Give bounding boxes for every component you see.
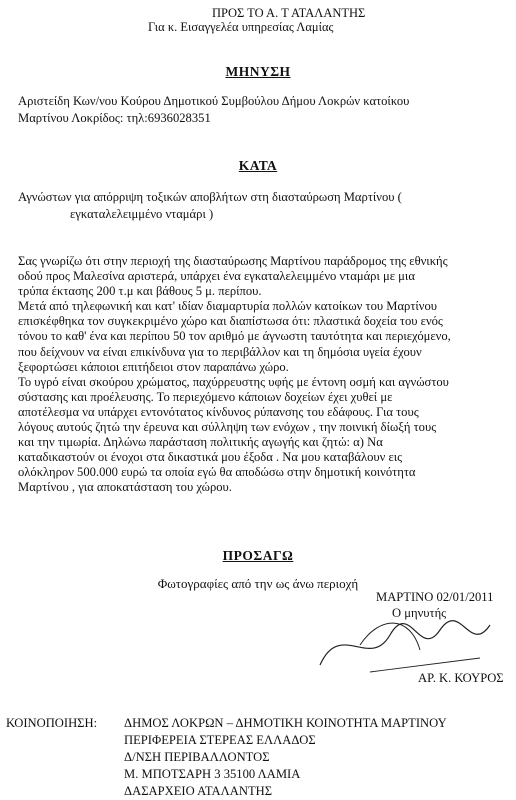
body-line: Σας γνωρίζω ότι στην περιοχή της διασταύρωσης Μαρτίνου παράδρομος της εθνικής — [18, 254, 448, 268]
body-line: λόγους αυτούς ζητώ την έρευνα και σύλληψη των ενόχων , την ποινική δίωξή τους — [18, 420, 437, 435]
body-line: σύστασης και προέλευσης. Το περιεχόμενο κάποιων δοχείων έχει χυθεί με — [18, 389, 393, 404]
complaint-title: ΜΗΝΥΣΗ — [225, 64, 291, 79]
body-line: τρύπα έκτασης 200 τ.μ και βάθους 5 μ. περίπου. — [18, 284, 262, 299]
attachments-text: Φωτογραφίες από την ως άνω περιοχή — [157, 576, 359, 591]
complaint-body — [18, 254, 496, 496]
body-line: Μαρτίνου , για αποκατάσταση του χώρου. — [18, 480, 232, 495]
paragraph-1 — [18, 254, 496, 299]
distribution-line: ΔΑΣΑΡΧΕΙΟ ΑΤΑΛΑΝΤΗΣ — [124, 784, 273, 798]
body-line: Το υγρό είναι σκούρου χρώματος, παχύρρευστης υφής με έντονη οσμή και αγνώστου — [18, 374, 449, 389]
body-line: ολόκληρον 500.000 ευρώ τα οποία εγώ θα αποδώσω στην δημοτική κοινότητα — [18, 465, 416, 480]
body-line: καταδικαστούν οι ένοχοι στα δικαστικά μου έξοδα . Να μου καταβάλουν εις — [18, 450, 403, 465]
recipient-line: ΠΡΟΣ ΤΟ Α. Τ ΑΤΑΛΑΝΤΗΣ — [212, 6, 366, 20]
against-title: ΚΑΤΑ — [238, 158, 278, 173]
body-line: Μετά από τηλεφωνική και κατ' ιδίαν διαμαρτυρία πολλών κατοίκων του Μαρτίνου — [18, 299, 438, 314]
body-line: ξεφορτώσει κάποιοι επιτήδειοι στον παραπάνω χώρο. — [18, 359, 289, 374]
complainant-line-2: Μαρτίνου Λοκρίδος: τηλ:6936028351 — [18, 111, 211, 125]
body-line: επισκέφθηκα τον συγκεκριμένο χώρο και διαπίστωσα ότι: πλαστικά δοχεία του ενός — [18, 314, 443, 329]
complainant-line-1: Αριστείδη Κων/νου Κούρου Δημοτικού Συμβούλου Δήμου Λοκρών κατοίκου — [18, 94, 410, 108]
against-line-2: εγκαταλελειμμένο νταμάρι ) — [70, 207, 214, 221]
distribution-label: ΚΟΙΝΟΠΟΙΗΣΗ: — [6, 716, 98, 730]
body-line: τόνου το καθ' ένα και περίπου 50 τον αριθμό με άγνωστη ταυτότητα και περιεχόμενο, — [18, 329, 451, 344]
attention-line: Για κ. Εισαγγελέα υπηρεσίας Λαμίας — [148, 20, 334, 34]
distribution-line: Μ. ΜΠΟΤΣΑΡΗ 3 35100 ΛΑΜΙΑ — [124, 767, 301, 781]
paragraph-2 — [18, 299, 496, 374]
signature-role: Ο μηνυτής — [392, 606, 447, 620]
paragraph-3 — [18, 375, 496, 496]
body-line: και την τιμωρία. Δηλώνω παράσταση πολιτικής αγωγής και ζητώ: α) Να — [18, 435, 383, 450]
handwritten-signature — [300, 610, 500, 680]
distribution-line: ΔΗΜΟΣ ΛΟΚΡΩΝ – ΔΗΜΟΤΙΚΗ ΚΟΙΝΟΤΗΤΑ ΜΑΡΤΙΝΟΥ — [124, 716, 447, 730]
body-line: οδού προς Μαλεσίνα αριστερά, υπάρχει ένα εγκαταλελειμμένο νταμάρι με μια — [18, 269, 415, 284]
signature-place-date: ΜΑΡΤΙΝΟ 02/01/2011 — [376, 590, 494, 604]
signature-name: ΑΡ. Κ. ΚΟΥΡΟΣ — [418, 671, 504, 685]
body-line: αποτέλεσμα να υπάρχει εντονότατος κίνδυνος ρύπανσης του εδάφους. Για τους — [18, 404, 419, 419]
against-line-1: Αγνώστων για απόρριψη τοξικών αποβλήτων στη διασταύρωση Μαρτίνου ( — [18, 190, 402, 204]
body-line: που δείχνουν να είναι επικίνδυνα για το περιβάλλον και τη δημόσια υγεία έχουν — [18, 344, 422, 359]
distribution-line: ΠΕΡΙΦΕΡΕΙΑ ΣΤΕΡΕΑΣ ΕΛΛΑΔΟΣ — [124, 733, 316, 747]
distribution-line: Δ/ΝΣΗ ΠΕΡΙΒΑΛΛΟΝΤΟΣ — [124, 750, 270, 764]
attachments-title: ΠΡΟΣΑΓΩ — [222, 548, 294, 563]
